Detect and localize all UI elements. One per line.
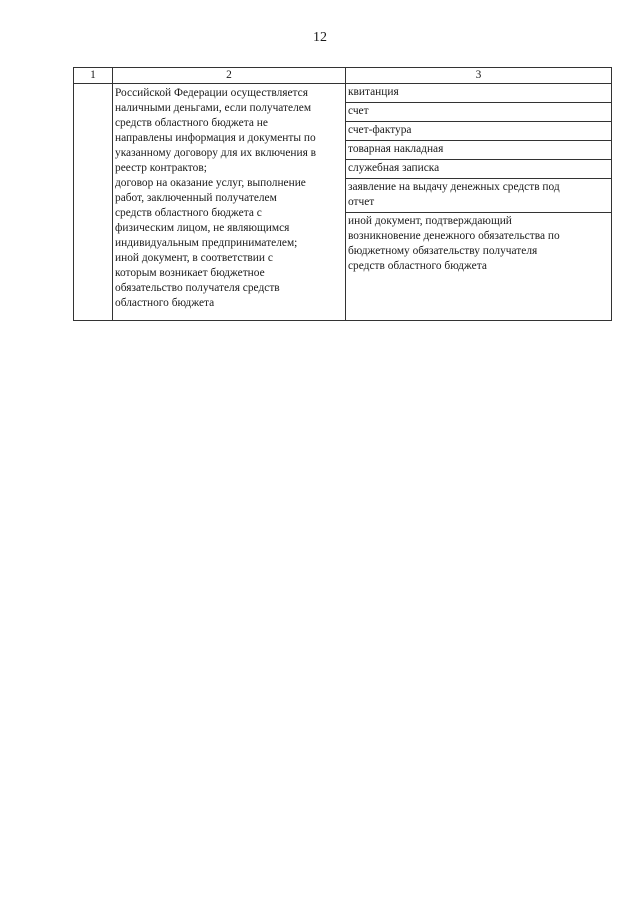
document-table (73, 67, 612, 321)
text-line: направлены информация и документы по (115, 132, 316, 144)
text-line: физическим лицом, не являющимся (115, 222, 290, 234)
text-line: указанному договору для их включения в (115, 147, 317, 159)
text-line: областного бюджета (115, 297, 215, 309)
cell-col-1 (74, 84, 113, 321)
list-item-line: иной документ, подтверждающий (348, 215, 512, 227)
list-item-line: бюджетному обязательству получателя (348, 245, 538, 257)
text-line: средств областного бюджета не (115, 117, 268, 129)
table-row (74, 84, 612, 321)
list-item (346, 213, 611, 276)
text-line: реестр контрактов; (115, 162, 207, 174)
list-item (346, 141, 611, 160)
list-item-line: квитанция (348, 86, 399, 98)
list-item (346, 160, 611, 179)
column-header-2: 2 (113, 68, 346, 84)
basis-description (113, 84, 345, 315)
cell-col-2 (113, 84, 346, 321)
text-line: индивидуальным предпринимателем; (115, 237, 298, 249)
text-line: договор на оказание услуг, выполнение (115, 177, 306, 189)
page-number: 12 (313, 30, 327, 45)
column-header-1: 1 (74, 68, 113, 84)
text-line: Российской Федерации осуществляется (115, 87, 308, 99)
list-item-line: служебная записка (348, 162, 440, 174)
list-item-line: отчет (348, 196, 375, 208)
table-header-row (74, 68, 612, 84)
list-item (346, 84, 611, 103)
text-line: работ, заключенный получателем (115, 192, 277, 204)
text-line: которым возникает бюджетное (115, 267, 265, 279)
text-line: обязательство получателя средств (115, 282, 280, 294)
list-item (346, 179, 611, 213)
document-list (346, 84, 611, 276)
column-header-3: 3 (346, 68, 612, 84)
cell-col-3 (346, 84, 612, 321)
text-line: наличными деньгами, если получателем (115, 102, 312, 114)
text-line: иной документ, в соответствии с (115, 252, 273, 264)
list-item (346, 122, 611, 141)
list-item-line: счет-фактура (348, 124, 412, 136)
list-item-line: счет (348, 105, 369, 117)
list-item (346, 103, 611, 122)
list-item-line: заявление на выдачу денежных средств под (348, 181, 560, 193)
list-item-line: товарная накладная (348, 143, 444, 155)
list-item-line: возникновение денежного обязательства по (348, 230, 560, 242)
list-item-line: средств областного бюджета (348, 260, 487, 272)
text-line: средств областного бюджета с (115, 207, 262, 219)
